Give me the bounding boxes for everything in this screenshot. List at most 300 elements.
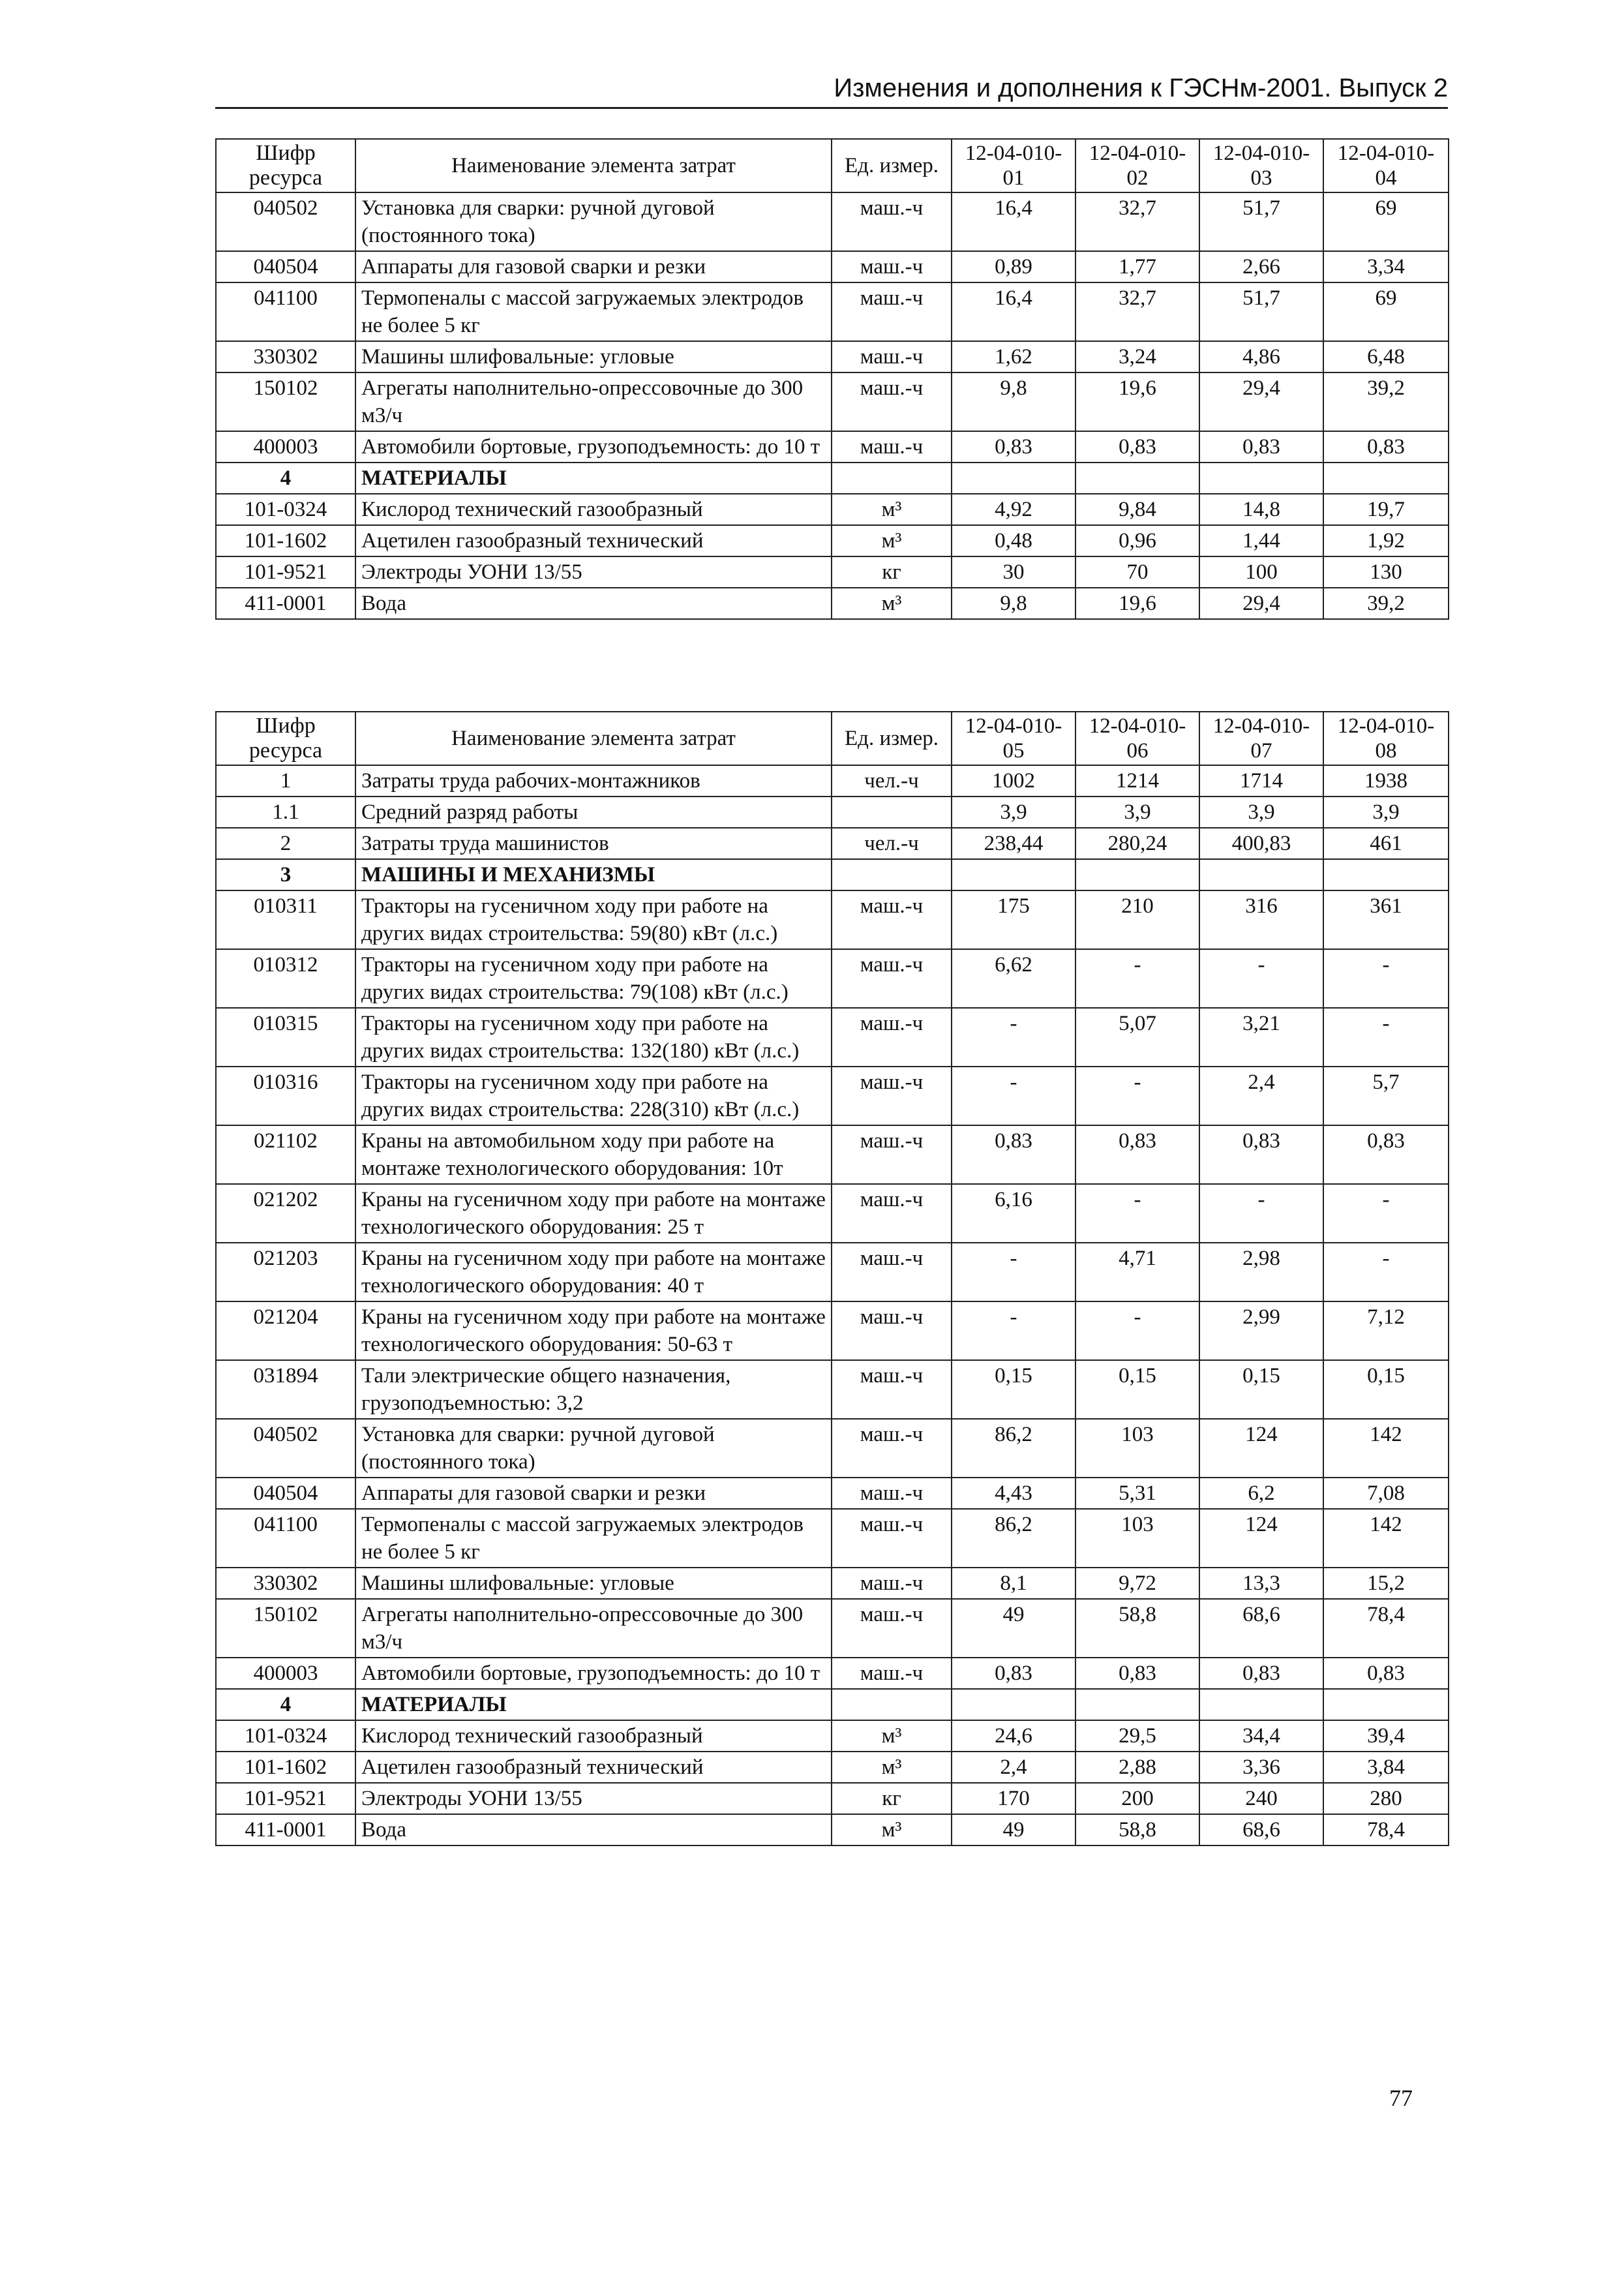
value-cell: 15,2 (1323, 1568, 1449, 1599)
unit-cell: маш.-ч (832, 949, 952, 1008)
resource-code: 021202 (216, 1184, 355, 1243)
unit-cell: маш.-ч (832, 890, 952, 949)
value-cell: 6,62 (952, 949, 1075, 1008)
table-row (216, 525, 1449, 556)
empty-cell (1323, 859, 1449, 890)
resource-name: Термопеналы с массой загружаемых электродов не более 5 кг (355, 1509, 832, 1568)
resource-code: 031894 (216, 1360, 355, 1419)
table-row (216, 282, 1449, 341)
section-code: 4 (216, 463, 355, 494)
value-cell: 6,48 (1323, 341, 1449, 372)
table-header-row (216, 712, 1449, 765)
value-cell: 142 (1323, 1509, 1449, 1568)
table-row (216, 949, 1449, 1008)
empty-cell (832, 463, 952, 494)
resource-code: 1 (216, 765, 355, 797)
value-cell: 49 (952, 1599, 1075, 1658)
resource-table-1 (215, 138, 1449, 620)
unit-cell: маш.-ч (832, 1478, 952, 1509)
resource-name: Агрегаты наполнительно-опрессовочные до 300 м3/ч (355, 372, 832, 431)
unit-cell: маш.-ч (832, 1419, 952, 1478)
table-row (216, 372, 1449, 431)
empty-cell (1075, 463, 1199, 494)
unit-cell: м³ (832, 494, 952, 525)
value-cell: 3,9 (1199, 797, 1323, 828)
value-cell: 2,4 (952, 1752, 1075, 1783)
page-header (215, 73, 1448, 109)
value-cell: 0,83 (952, 1658, 1075, 1689)
resource-name: Тракторы на гусеничном ходу при работе на других видах строительства: 228(310) кВт (л.с.) (355, 1067, 832, 1125)
value-cell: 51,7 (1199, 282, 1323, 341)
section-title: МАТЕРИАЛЫ (355, 1689, 832, 1720)
empty-cell (1323, 1689, 1449, 1720)
value-cell: - (1323, 949, 1449, 1008)
resource-code: 101-9521 (216, 1783, 355, 1814)
empty-cell (1199, 1689, 1323, 1720)
value-cell: - (1323, 1243, 1449, 1301)
empty-cell (1199, 859, 1323, 890)
value-cell: 124 (1199, 1419, 1323, 1478)
resource-name: Средний разряд работы (355, 797, 832, 828)
value-cell: 29,4 (1199, 588, 1323, 619)
value-cell: - (1075, 1301, 1199, 1360)
resource-code: 411-0001 (216, 588, 355, 619)
unit-cell: маш.-ч (832, 1599, 952, 1658)
value-cell: 103 (1075, 1419, 1199, 1478)
table-row (216, 1067, 1449, 1125)
value-cell: 3,9 (952, 797, 1075, 828)
value-cell: 78,4 (1323, 1814, 1449, 1845)
resource-name: Электроды УОНИ 13/55 (355, 1783, 832, 1814)
value-cell: 0,83 (1323, 1658, 1449, 1689)
value-cell: 130 (1323, 556, 1449, 588)
section-title: МАТЕРИАЛЫ (355, 463, 832, 494)
table-row (216, 341, 1449, 372)
value-cell: 58,8 (1075, 1599, 1199, 1658)
section-row (216, 1689, 1449, 1720)
unit-cell: маш.-ч (832, 1067, 952, 1125)
table-header-row (216, 139, 1449, 192)
table-row (216, 765, 1449, 797)
value-cell: 49 (952, 1814, 1075, 1845)
column-header-val-3: 12-04-010-03 (1199, 139, 1323, 192)
value-cell: 280,24 (1075, 828, 1199, 859)
resource-code: 040504 (216, 251, 355, 282)
value-cell: 51,7 (1199, 192, 1323, 251)
value-cell: - (952, 1243, 1075, 1301)
resource-code: 010311 (216, 890, 355, 949)
value-cell: 78,4 (1323, 1599, 1449, 1658)
table-row (216, 494, 1449, 525)
unit-cell: маш.-ч (832, 1243, 952, 1301)
value-cell: 1,92 (1323, 525, 1449, 556)
value-cell: 39,2 (1323, 588, 1449, 619)
resource-name: Краны на автомобильном ходу при работе на монтаже технологического оборудования: 10т (355, 1125, 832, 1184)
value-cell: - (952, 1301, 1075, 1360)
value-cell: 103 (1075, 1509, 1199, 1568)
resource-name: Вода (355, 1814, 832, 1845)
resource-name: Машины шлифовальные: угловые (355, 341, 832, 372)
value-cell: 19,6 (1075, 588, 1199, 619)
table-row (216, 797, 1449, 828)
table-row (216, 890, 1449, 949)
column-header-unit: Ед. измер. (832, 139, 952, 192)
resource-name: Электроды УОНИ 13/55 (355, 556, 832, 588)
value-cell: - (1075, 1184, 1199, 1243)
resource-code: 101-1602 (216, 525, 355, 556)
value-cell: 9,72 (1075, 1568, 1199, 1599)
value-cell: 7,12 (1323, 1301, 1449, 1360)
resource-name: Тали электрические общего назначения, грузоподъемностью: 3,2 (355, 1360, 832, 1419)
empty-cell (1075, 1689, 1199, 1720)
resource-name: Краны на гусеничном ходу при работе на монтаже технологического оборудования: 40 т (355, 1243, 832, 1301)
value-cell: 34,4 (1199, 1720, 1323, 1752)
unit-cell: маш.-ч (832, 341, 952, 372)
resource-code: 1.1 (216, 797, 355, 828)
value-cell: 0,48 (952, 525, 1075, 556)
value-cell: 461 (1323, 828, 1449, 859)
value-cell: 316 (1199, 890, 1323, 949)
column-header-unit: Ед. измер. (832, 712, 952, 765)
value-cell: 3,84 (1323, 1752, 1449, 1783)
value-cell: 29,4 (1199, 372, 1323, 431)
resource-code: 021203 (216, 1243, 355, 1301)
value-cell: 9,84 (1075, 494, 1199, 525)
value-cell: 5,31 (1075, 1478, 1199, 1509)
value-cell: 1214 (1075, 765, 1199, 797)
value-cell: 0,83 (1323, 431, 1449, 463)
value-cell: 0,83 (1199, 431, 1323, 463)
unit-cell: маш.-ч (832, 431, 952, 463)
value-cell: 124 (1199, 1509, 1323, 1568)
value-cell: 0,83 (1075, 1658, 1199, 1689)
table-row (216, 1478, 1449, 1509)
value-cell: 0,15 (1075, 1360, 1199, 1419)
section-code: 4 (216, 1689, 355, 1720)
value-cell: 1002 (952, 765, 1075, 797)
resource-code: 101-1602 (216, 1752, 355, 1783)
table-row (216, 1301, 1449, 1360)
resource-name: Краны на гусеничном ходу при работе на монтаже технологического оборудования: 25 т (355, 1184, 832, 1243)
unit-cell: маш.-ч (832, 372, 952, 431)
unit-cell: м³ (832, 1814, 952, 1845)
resource-code: 150102 (216, 1599, 355, 1658)
column-header-name: Наименование элемента затрат (355, 712, 832, 765)
unit-cell: маш.-ч (832, 1360, 952, 1419)
resource-name: Установка для сварки: ручной дуговой (постоянного тока) (355, 192, 832, 251)
resource-name: Затраты труда рабочих-монтажников (355, 765, 832, 797)
table-row (216, 1599, 1449, 1658)
column-header-val-4: 12-04-010-08 (1323, 712, 1449, 765)
resource-code: 2 (216, 828, 355, 859)
resource-code: 150102 (216, 372, 355, 431)
value-cell: 5,07 (1075, 1008, 1199, 1067)
resource-code: 041100 (216, 282, 355, 341)
value-cell: 2,4 (1199, 1067, 1323, 1125)
value-cell: - (1199, 1184, 1323, 1243)
value-cell: 58,8 (1075, 1814, 1199, 1845)
value-cell: 0,83 (1323, 1125, 1449, 1184)
unit-cell: чел.-ч (832, 765, 952, 797)
resource-code: 330302 (216, 341, 355, 372)
column-header-val-1: 12-04-010-01 (952, 139, 1075, 192)
unit-cell: м³ (832, 1752, 952, 1783)
table-row (216, 1184, 1449, 1243)
column-header-code: Шифр ресурса (216, 712, 355, 765)
table-row (216, 1360, 1449, 1419)
value-cell: 361 (1323, 890, 1449, 949)
section-row (216, 859, 1449, 890)
column-header-name: Наименование элемента затрат (355, 139, 832, 192)
resource-code: 021102 (216, 1125, 355, 1184)
value-cell: 29,5 (1075, 1720, 1199, 1752)
table-row (216, 1568, 1449, 1599)
value-cell: 1,62 (952, 341, 1075, 372)
value-cell: 68,6 (1199, 1814, 1323, 1845)
value-cell: 86,2 (952, 1419, 1075, 1478)
resource-code: 101-0324 (216, 494, 355, 525)
unit-cell: кг (832, 1783, 952, 1814)
value-cell: 5,7 (1323, 1067, 1449, 1125)
resource-name: Затраты труда машинистов (355, 828, 832, 859)
table-row (216, 1243, 1449, 1301)
resource-name: Тракторы на гусеничном ходу при работе на других видах строительства: 132(180) кВт (л.с.) (355, 1008, 832, 1067)
resource-code: 041100 (216, 1509, 355, 1568)
value-cell: 13,3 (1199, 1568, 1323, 1599)
value-cell: 2,66 (1199, 251, 1323, 282)
section-row (216, 463, 1449, 494)
value-cell: 14,8 (1199, 494, 1323, 525)
resource-name: Термопеналы с массой загружаемых электродов не более 5 кг (355, 282, 832, 341)
table-row (216, 1814, 1449, 1845)
resource-name: Аппараты для газовой сварки и резки (355, 251, 832, 282)
value-cell: 0,83 (1075, 1125, 1199, 1184)
unit-cell: кг (832, 556, 952, 588)
value-cell: 280 (1323, 1783, 1449, 1814)
resource-name: Кислород технический газообразный (355, 494, 832, 525)
value-cell: 4,86 (1199, 341, 1323, 372)
empty-cell (1199, 463, 1323, 494)
empty-cell (1323, 463, 1449, 494)
resource-name: Краны на гусеничном ходу при работе на монтаже технологического оборудования: 50-63 т (355, 1301, 832, 1360)
value-cell: 100 (1199, 556, 1323, 588)
resource-code: 101-0324 (216, 1720, 355, 1752)
unit-cell: маш.-ч (832, 251, 952, 282)
value-cell: 19,7 (1323, 494, 1449, 525)
value-cell: 30 (952, 556, 1075, 588)
table-row (216, 1752, 1449, 1783)
unit-cell: м³ (832, 1720, 952, 1752)
value-cell: 86,2 (952, 1509, 1075, 1568)
resource-name: Кислород технический газообразный (355, 1720, 832, 1752)
value-cell: 70 (1075, 556, 1199, 588)
value-cell: 3,21 (1199, 1008, 1323, 1067)
value-cell: 1,77 (1075, 251, 1199, 282)
empty-cell (952, 859, 1075, 890)
value-cell: 170 (952, 1783, 1075, 1814)
column-header-val-1: 12-04-010-05 (952, 712, 1075, 765)
value-cell: - (1075, 949, 1199, 1008)
value-cell: 8,1 (952, 1568, 1075, 1599)
value-cell: 0,89 (952, 251, 1075, 282)
unit-cell: м³ (832, 588, 952, 619)
column-header-val-2: 12-04-010-02 (1075, 139, 1199, 192)
table-row (216, 1125, 1449, 1184)
value-cell: 238,44 (952, 828, 1075, 859)
value-cell: 16,4 (952, 282, 1075, 341)
value-cell: 4,92 (952, 494, 1075, 525)
resource-name: Автомобили бортовые, грузоподъемность: до 10 т (355, 1658, 832, 1689)
column-header-val-3: 12-04-010-07 (1199, 712, 1323, 765)
resource-code: 010315 (216, 1008, 355, 1067)
resource-code: 400003 (216, 431, 355, 463)
value-cell: 4,43 (952, 1478, 1075, 1509)
value-cell: 6,2 (1199, 1478, 1323, 1509)
value-cell: 200 (1075, 1783, 1199, 1814)
empty-cell (952, 1689, 1075, 1720)
table-row (216, 588, 1449, 619)
value-cell: 9,8 (952, 372, 1075, 431)
unit-cell: маш.-ч (832, 1301, 952, 1360)
value-cell: 19,6 (1075, 372, 1199, 431)
table-row (216, 828, 1449, 859)
resource-code: 040504 (216, 1478, 355, 1509)
value-cell: 24,6 (952, 1720, 1075, 1752)
value-cell: 3,9 (1075, 797, 1199, 828)
resource-code: 330302 (216, 1568, 355, 1599)
value-cell: 2,99 (1199, 1301, 1323, 1360)
value-cell: 0,83 (1199, 1658, 1323, 1689)
resource-name: Тракторы на гусеничном ходу при работе на других видах строительства: 79(108) кВт (л.с.) (355, 949, 832, 1008)
value-cell: 68,6 (1199, 1599, 1323, 1658)
empty-cell (832, 859, 952, 890)
value-cell: 0,83 (952, 431, 1075, 463)
section-code: 3 (216, 859, 355, 890)
resource-name: Установка для сварки: ручной дуговой (постоянного тока) (355, 1419, 832, 1478)
resource-name: Ацетилен газообразный технический (355, 1752, 832, 1783)
unit-cell: маш.-ч (832, 1658, 952, 1689)
value-cell: 142 (1323, 1419, 1449, 1478)
value-cell: 210 (1075, 890, 1199, 949)
value-cell: 9,8 (952, 588, 1075, 619)
resource-table-2 (215, 711, 1449, 1846)
column-header-code: Шифр ресурса (216, 139, 355, 192)
value-cell: 32,7 (1075, 282, 1199, 341)
resource-name: Ацетилен газообразный технический (355, 525, 832, 556)
unit-cell: маш.-ч (832, 1184, 952, 1243)
page-number: 77 (1389, 2085, 1413, 2111)
table-row (216, 556, 1449, 588)
value-cell: 0,96 (1075, 525, 1199, 556)
unit-cell: маш.-ч (832, 192, 952, 251)
resource-code: 040502 (216, 192, 355, 251)
unit-cell: чел.-ч (832, 828, 952, 859)
empty-cell (1075, 859, 1199, 890)
resource-code: 010316 (216, 1067, 355, 1125)
table-row (216, 1658, 1449, 1689)
unit-cell: маш.-ч (832, 1125, 952, 1184)
value-cell: 1714 (1199, 765, 1323, 797)
unit-cell: маш.-ч (832, 1568, 952, 1599)
table-row (216, 192, 1449, 251)
value-cell: 32,7 (1075, 192, 1199, 251)
value-cell: - (1323, 1008, 1449, 1067)
table-row (216, 1509, 1449, 1568)
resource-code: 010312 (216, 949, 355, 1008)
resource-name: Машины шлифовальные: угловые (355, 1568, 832, 1599)
value-cell: 0,15 (952, 1360, 1075, 1419)
value-cell: - (952, 1067, 1075, 1125)
resource-name: Автомобили бортовые, грузоподъемность: до 10 т (355, 431, 832, 463)
value-cell: 0,15 (1199, 1360, 1323, 1419)
value-cell: 7,08 (1323, 1478, 1449, 1509)
resource-code: 400003 (216, 1658, 355, 1689)
resource-name: Аппараты для газовой сварки и резки (355, 1478, 832, 1509)
resource-name: Вода (355, 588, 832, 619)
resource-name: Тракторы на гусеничном ходу при работе на других видах строительства: 59(80) кВт (л.с.) (355, 890, 832, 949)
header-title: Изменения и дополнения к ГЭСНм-2001. Выпуск 2 (834, 74, 1448, 102)
value-cell: 1,44 (1199, 525, 1323, 556)
column-header-val-4: 12-04-010-04 (1323, 139, 1449, 192)
column-header-val-2: 12-04-010-06 (1075, 712, 1199, 765)
table-row (216, 431, 1449, 463)
value-cell: 175 (952, 890, 1075, 949)
value-cell: - (952, 1008, 1075, 1067)
value-cell: 0,15 (1323, 1360, 1449, 1419)
value-cell: 3,9 (1323, 797, 1449, 828)
unit-cell: м³ (832, 525, 952, 556)
resource-name: Агрегаты наполнительно-опрессовочные до 300 м3/ч (355, 1599, 832, 1658)
value-cell: 39,4 (1323, 1720, 1449, 1752)
empty-cell (832, 1689, 952, 1720)
value-cell: 240 (1199, 1783, 1323, 1814)
value-cell: 3,36 (1199, 1752, 1323, 1783)
value-cell: - (1199, 949, 1323, 1008)
table-row (216, 1008, 1449, 1067)
value-cell: 4,71 (1075, 1243, 1199, 1301)
value-cell: 400,83 (1199, 828, 1323, 859)
table-row (216, 251, 1449, 282)
value-cell: 16,4 (952, 192, 1075, 251)
unit-cell (832, 797, 952, 828)
value-cell: 1938 (1323, 765, 1449, 797)
value-cell: 69 (1323, 192, 1449, 251)
empty-cell (952, 463, 1075, 494)
value-cell: 39,2 (1323, 372, 1449, 431)
value-cell: 0,83 (1075, 431, 1199, 463)
resource-code: 101-9521 (216, 556, 355, 588)
table-row (216, 1783, 1449, 1814)
value-cell: - (1075, 1067, 1199, 1125)
value-cell: 2,98 (1199, 1243, 1323, 1301)
unit-cell: маш.-ч (832, 1509, 952, 1568)
value-cell: - (1323, 1184, 1449, 1243)
value-cell: 3,24 (1075, 341, 1199, 372)
table-row (216, 1419, 1449, 1478)
unit-cell: маш.-ч (832, 1008, 952, 1067)
value-cell: 6,16 (952, 1184, 1075, 1243)
value-cell: 2,88 (1075, 1752, 1199, 1783)
value-cell: 0,83 (1199, 1125, 1323, 1184)
resource-code: 021204 (216, 1301, 355, 1360)
value-cell: 0,83 (952, 1125, 1075, 1184)
resource-code: 040502 (216, 1419, 355, 1478)
table-row (216, 1720, 1449, 1752)
section-title: МАШИНЫ И МЕХАНИЗМЫ (355, 859, 832, 890)
value-cell: 3,34 (1323, 251, 1449, 282)
resource-code: 411-0001 (216, 1814, 355, 1845)
unit-cell: маш.-ч (832, 282, 952, 341)
